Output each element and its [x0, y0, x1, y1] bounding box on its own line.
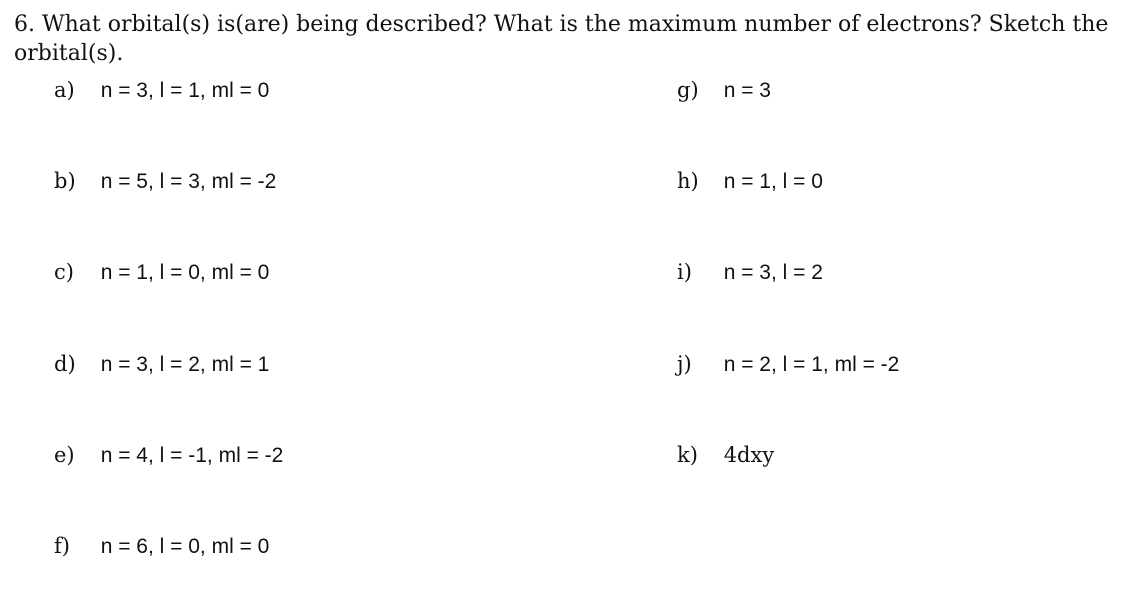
- quantum-numbers: n = 3, l = 1, ml = 0: [100, 79, 270, 102]
- orbital-label: 4dxy: [723, 443, 775, 467]
- part-a: [54, 77, 269, 104]
- part-f: [54, 533, 269, 560]
- part-letter: d): [54, 352, 76, 376]
- part-letter: g): [677, 78, 699, 102]
- quantum-numbers: n = 1, l = 0: [723, 170, 823, 193]
- part-c: [54, 259, 269, 286]
- part-d: [54, 351, 269, 378]
- part-letter: a): [54, 78, 75, 102]
- part-i: [677, 259, 823, 286]
- quantum-numbers: n = 3, l = 2, ml = 1: [100, 353, 270, 376]
- part-letter: h): [677, 169, 699, 193]
- part-letter: c): [54, 260, 74, 284]
- quantum-numbers: n = 1, l = 0, ml = 0: [100, 261, 270, 284]
- part-letter: f): [54, 534, 70, 558]
- part-g: [677, 77, 771, 104]
- part-letter: k): [677, 443, 698, 467]
- part-h: [677, 168, 823, 195]
- quantum-numbers: n = 3, l = 2: [723, 261, 823, 284]
- part-b: [54, 168, 276, 195]
- quantum-numbers: n = 6, l = 0, ml = 0: [100, 535, 270, 558]
- part-k: [677, 442, 774, 468]
- part-letter: j): [677, 352, 692, 376]
- quantum-numbers: n = 3: [723, 79, 771, 102]
- part-letter: e): [54, 443, 75, 467]
- question-text: 6. What orbital(s) is(are) being described? What is the maximum number of electrons? Sketch the orbital(s).: [14, 12, 1109, 66]
- part-j: [677, 351, 899, 378]
- part-letter: b): [54, 169, 76, 193]
- quantum-numbers: n = 2, l = 1, ml = -2: [723, 353, 900, 376]
- quantum-numbers: n = 4, l = -1, ml = -2: [100, 444, 284, 467]
- part-e: [54, 442, 283, 469]
- quantum-numbers: n = 5, l = 3, ml = -2: [100, 170, 277, 193]
- part-letter: i): [677, 260, 692, 284]
